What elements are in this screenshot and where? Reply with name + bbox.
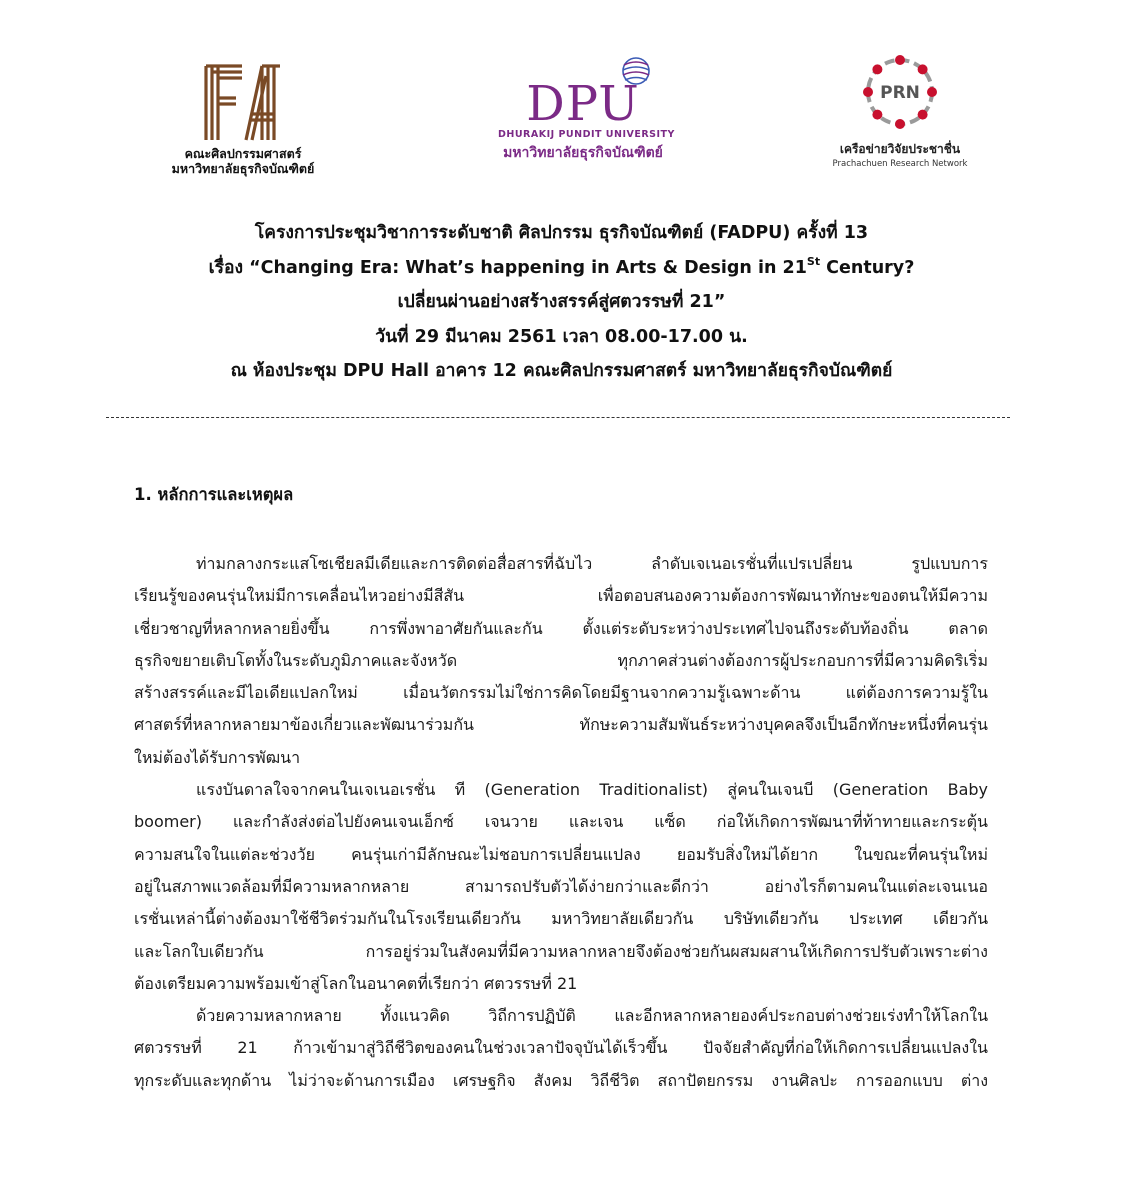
prn-name-en: Prachachuen Research Network — [832, 159, 968, 169]
header-venue: ณ ห้องประชุม DPU Hall อาคาร 12 คณะศิลปกรรมศาสตร์ มหาวิทยาลัยธุรกิจบัณฑิตย์ — [230, 361, 893, 381]
body-line: เรียนรู้ของคนรุ่นใหม่มีการเคลื่อนไหวอย่างมีสีสัน เพื่อตอบสนองความต้องการพัฒนาทักษะของตนให้มีความ — [134, 586, 988, 606]
body-line: boomer) และกำลังส่งต่อไปยังคนเจนเอ็กซ์ เจนวาย และเจน แซ็ด ก่อให้เกิดการพัฒนาที่ท้าทายและกระตุ้น — [134, 812, 988, 832]
dpu-name-th: มหาวิทยาลัยธุรกิจบัณฑิตย์ — [503, 145, 663, 161]
body-line: ต้องเตรียมความพร้อมเข้าสู่โลกในอนาคตที่เรียกว่า ศตวรรษที่ 21 — [134, 973, 578, 993]
body-line: ด้วยความหลากหลาย ทั้งแนวคิด วิถีการปฏิบัติ และอีกหลากหลายองค์ประกอบต่างช่วยเร่งทำให้โลกใน — [196, 1006, 988, 1026]
header-conference-title: โครงการประชุมวิชาการระดับชาติ ศิลปกรรม ธุรกิจบัณฑิตย์ (FADPU) ครั้งที่ 13 — [254, 223, 869, 243]
body-line: ธุรกิจขยายเติบโตทั้งในระดับภูมิภาคและจังหวัด ทุกภาคส่วนต่างต้องการผู้ประกอบการที่มีความคิดริเริ่ม — [134, 650, 988, 670]
body-line: ทุกระดับและทุกด้าน ไม่ว่าจะด้านการเมือง เศรษฐกิจ สังคม วิถีชีวิต สถาปัตยกรรม งานศิลปะ การออกแบบ ต่าง — [134, 1070, 988, 1090]
fa-monogram-icon — [202, 62, 284, 142]
body-line: ใหม่ต้องได้รับการพัฒนา — [134, 747, 301, 767]
fa-logo-caption-line2: มหาวิทยาลัยธุรกิจบัณฑิตย์ — [171, 161, 315, 176]
document-header — [100, 216, 1023, 389]
dpu-globe-icon — [616, 55, 656, 89]
dpu-name-en: DHURAKIJ PUNDIT UNIVERSITY — [498, 129, 675, 140]
body-line: ความสนใจในแต่ละช่วงวัย คนรุ่นเก่ามีลักษณะไม่ชอบการเปลี่ยนแปลง ยอมรับสิ่งใหม่ได้ยาก ในขณะที่คนรุ่นใหม่ — [134, 844, 988, 864]
prn-badge-text: PRN — [880, 83, 920, 103]
body-line: อยู่ในสภาพแวดล้อมที่มีความหลากหลาย สามารถปรับตัวได้ง่ายกว่าและดีกว่า อย่างไรก็ตามคนในแต่ละเจนเนอ — [134, 876, 988, 896]
dashed-divider — [106, 417, 1010, 418]
dpu-wordmark: DPU — [526, 76, 640, 132]
fa-faculty-logo — [168, 62, 318, 176]
body-line: เรชั่นเหล่านี้ต่างต้องมาใช้ชีวิตร่วมกันในโรงเรียนเดียวกัน มหาวิทยาลัยเดียวกัน บริษัทเดียวกัน ประเทศ เดียวกัน — [134, 909, 988, 929]
dpu-university-logo — [498, 55, 675, 164]
header-topic-thai: เปลี่ยนผ่านอย่างสร้างสรรค์สู่ศตวรรษที่ 21” — [397, 292, 726, 312]
section-body-rationale — [134, 548, 988, 1097]
body-line: แรงบันดาลใจจากคนในเจเนอเรชั่น ที (Generation Traditionalist) สู่คนในเจนบี (Generation Baby — [196, 780, 988, 800]
body-line: เชี่ยวชาญที่หลากหลายยิ่งขึ้น การพึ่งพาอาศัยกันและกัน ตั้งแต่ระดับระหว่างประเทศไปจนถึงระดับท้องถิ่น ตลาด — [134, 618, 988, 638]
fa-logo-caption-line1: คณะศิลปกรรมศาสตร์ — [184, 146, 302, 161]
body-line: ศาสตร์ที่หลากหลายมาข้องเกี่ยวและพัฒนาร่วมกัน ทักษะความสัมพันธ์ระหว่างบุคคลจึงเป็นอีกทักษะหนึ่งที่คนรุ่น — [134, 715, 988, 735]
body-line: และโลกใบเดียวกัน การอยู่ร่วมในสังคมที่มีความหลากหลายจึงต้องช่วยกันผสมผสานให้เกิดการปรับตัวเพราะต่าง — [134, 941, 988, 961]
body-line: ศตวรรษที่ 21 ก้าวเข้ามาสู่วิถีชีวิตของคนในช่วงเวลาปัจจุบันได้เร็วขึ้น ปัจจัยสำคัญที่ก่อให้เกิดการเปลี่ยนแปลงใน — [134, 1038, 988, 1058]
section-heading-rationale: 1. หลักการและเหตุผล — [134, 485, 294, 504]
body-line: สร้างสรรค์และมีไอเดียแปลกใหม่ เมื่อนวัตกรรมไม่ใช่การคิดโดยมีฐานจากความรู้เฉพาะด้าน แต่ต้องการความรู้ใน — [134, 683, 988, 703]
header-topic-prefix: เรื่อง “Changing Era: What’s happening in Arts & Design in 21 — [208, 257, 807, 278]
header-topic-suffix: Century? — [820, 257, 915, 278]
prn-network-logo — [830, 50, 970, 169]
header-topic-line — [100, 251, 1023, 286]
header-topic-superscript: St — [806, 254, 821, 268]
prn-ring-icon — [858, 50, 942, 134]
header-date-time: วันที่ 29 มีนาคม 2561 เวลา 08.00-17.00 น. — [375, 326, 748, 347]
prn-name-th: เครือข่ายวิจัยประชาชื่น — [839, 142, 961, 156]
body-line: ท่ามกลางกระแสโซเชียลมีเดียและการติดต่อสื่อสารที่ฉับไว ลำดับเจเนอเรชั่นที่แปรเปลี่ยน รูปแบบการ — [196, 554, 988, 573]
